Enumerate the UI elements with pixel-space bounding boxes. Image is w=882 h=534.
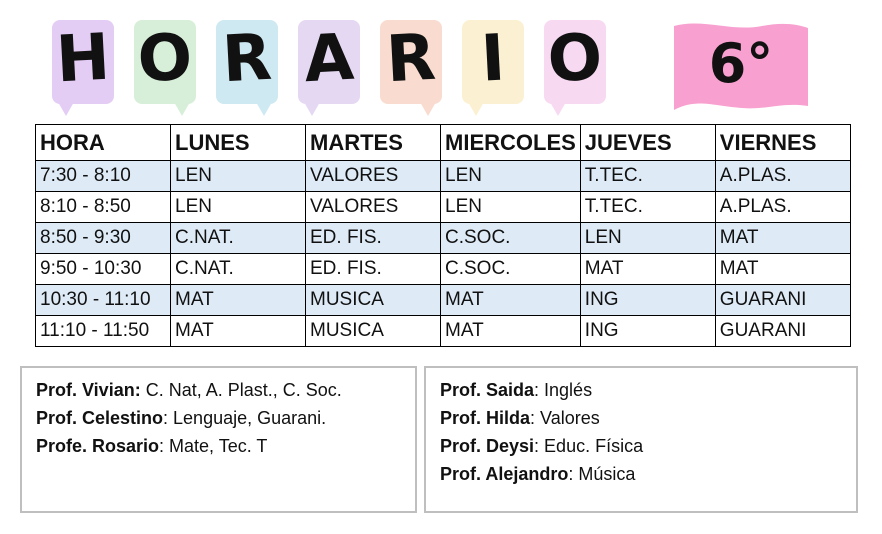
cell: LEN: [441, 161, 581, 192]
grade-flag: [672, 18, 810, 114]
table-row: [36, 192, 851, 223]
cell: MAT: [715, 223, 850, 254]
teacher-name: Prof. Alejandro: [440, 464, 569, 484]
cell: LEN: [171, 192, 306, 223]
cell: C.NAT.: [171, 254, 306, 285]
cell: ED. FIS.: [306, 223, 441, 254]
teacher-line: [36, 376, 401, 404]
teacher-line: [440, 432, 842, 460]
teacher-name: Prof. Hilda: [440, 408, 531, 428]
header-miercoles: MIERCOLES: [441, 125, 581, 161]
cell: 9:50 - 10:30: [36, 254, 171, 285]
cell: LEN: [171, 161, 306, 192]
header-viernes: VIERNES: [715, 125, 850, 161]
cell: MAT: [441, 285, 581, 316]
header-jueves: JUEVES: [580, 125, 715, 161]
cell: LEN: [441, 192, 581, 223]
cell: 8:10 - 8:50: [36, 192, 171, 223]
cell: A.PLAS.: [715, 192, 850, 223]
title-letter: I: [479, 21, 507, 97]
cell: A.PLAS.: [715, 161, 850, 192]
cell: MUSICA: [306, 285, 441, 316]
schedule-table: [35, 124, 851, 347]
teacher-subjects: : Educ. Física: [534, 436, 644, 456]
teacher-line: [440, 376, 842, 404]
teacher-name: Prof. Deysi: [440, 436, 535, 456]
title-letter-bubble: [298, 20, 360, 104]
table-row: [36, 223, 851, 254]
cell: VALORES: [306, 161, 441, 192]
teacher-name: Profe. Rosario: [36, 436, 160, 456]
title-letter-bubble: [462, 20, 524, 104]
cell: MAT: [171, 285, 306, 316]
teacher-line: [36, 404, 401, 432]
title-banner: [52, 20, 612, 120]
title-letter: R: [384, 20, 438, 98]
header-lunes: LUNES: [171, 125, 306, 161]
teacher-line: [36, 432, 401, 460]
cell: 11:10 - 11:50: [36, 316, 171, 347]
table-row: [36, 316, 851, 347]
title-letter-bubble: [134, 20, 196, 104]
cell: T.TEC.: [580, 192, 715, 223]
cell: GUARANI: [715, 316, 850, 347]
cell: MAT: [580, 254, 715, 285]
teacher-subjects: : Inglés: [534, 380, 593, 400]
title-letter: A: [302, 20, 356, 98]
title-letter-bubble: [380, 20, 442, 104]
cell: C.SOC.: [441, 223, 581, 254]
cell: C.NAT.: [171, 223, 306, 254]
title-letter: O: [135, 20, 195, 98]
title-letter: O: [545, 20, 605, 98]
cell: VALORES: [306, 192, 441, 223]
title-letter: R: [220, 20, 274, 98]
title-letter-bubble: [216, 20, 278, 104]
cell: T.TEC.: [580, 161, 715, 192]
teacher-subjects: : Valores: [530, 408, 600, 428]
cell: MAT: [441, 316, 581, 347]
title-letter-bubble: [544, 20, 606, 104]
grade-label: 6°: [708, 32, 774, 95]
teachers-box-left: [20, 366, 417, 513]
cell: ING: [580, 285, 715, 316]
cell: ING: [580, 316, 715, 347]
table-row: [36, 254, 851, 285]
cell: C.SOC.: [441, 254, 581, 285]
teacher-subjects: C. Nat, A. Plast., C. Soc.: [140, 380, 342, 400]
teacher-subjects: : Música: [568, 464, 636, 484]
header-row: [36, 125, 851, 161]
cell: ED. FIS.: [306, 254, 441, 285]
header-hora: HORA: [36, 125, 171, 161]
title-letter: H: [54, 20, 112, 98]
table-row: [36, 285, 851, 316]
teacher-line: [440, 460, 842, 488]
cell: MAT: [171, 316, 306, 347]
teacher-subjects: : Lenguaje, Guarani.: [163, 408, 327, 428]
cell: 8:50 - 9:30: [36, 223, 171, 254]
cell: 10:30 - 11:10: [36, 285, 171, 316]
table-row: [36, 161, 851, 192]
cell: MUSICA: [306, 316, 441, 347]
cell: GUARANI: [715, 285, 850, 316]
title-letter-bubble: [52, 20, 114, 104]
header-martes: MARTES: [306, 125, 441, 161]
teacher-subjects: : Mate, Tec. T: [159, 436, 268, 456]
teacher-line: [440, 404, 842, 432]
teachers-box-right: [424, 366, 858, 513]
cell: LEN: [580, 223, 715, 254]
teacher-name: Prof. Saida: [440, 380, 535, 400]
teacher-name: Prof. Celestino: [36, 408, 164, 428]
teacher-name: Prof. Vivian:: [36, 380, 141, 400]
cell: MAT: [715, 254, 850, 285]
cell: 7:30 - 8:10: [36, 161, 171, 192]
